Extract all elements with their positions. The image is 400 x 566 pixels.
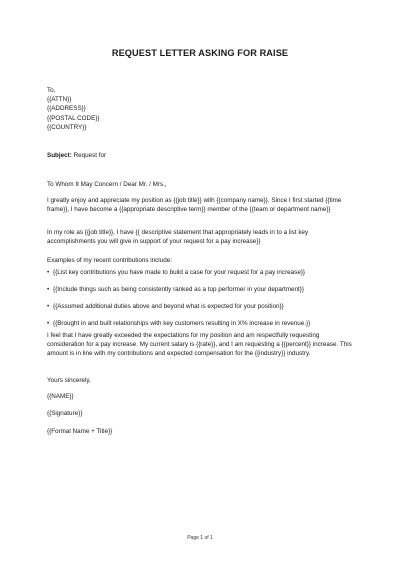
bullet-icon: •	[47, 303, 50, 310]
recipient-address	[47, 86, 357, 132]
subject-text: Request for	[71, 152, 107, 159]
document-title: REQUEST LETTER ASKING FOR RAISE	[111, 48, 289, 58]
paragraph-request: I feel that I have greatly exceeded the expectations for my position and am respectfully requesting consideration for a pay increase. My current salary is {{rate}}, and I am requesting a {{percent}} increase. This amount is in line with my contributions and expected compensation for the {{industry}} industry.	[47, 332, 352, 358]
list-item	[47, 319, 310, 328]
address-postal-code: {{POSTAL CODE}}	[47, 114, 100, 122]
paragraph-intro: I greatly enjoy and appreciate my position as {{job title}} with {{company name}}. Since I first started {{time frame}}, I have become a {{appropriate descriptive term}} member of the {{team or department name}}	[47, 197, 342, 214]
sender-name: {{NAME}}	[47, 393, 74, 400]
page-footer: Page 1 of 1	[187, 535, 213, 541]
subject-label: Subject:	[47, 152, 72, 159]
sender-formal-name: {{Formal Name + Title}}	[47, 428, 113, 435]
list-item	[47, 285, 304, 294]
sender-signature: {{Signature}}	[47, 410, 83, 417]
examples-intro: Examples of my recent contributions include:	[47, 257, 172, 264]
list-item	[47, 302, 284, 311]
list-item-text: {{Include things such as being consistently ranked as a top performer in your department}}	[53, 286, 304, 293]
address-to: To,	[47, 87, 56, 94]
address-country: {{COUNTRY}}	[47, 123, 87, 131]
bullet-icon: •	[47, 286, 50, 293]
bullet-icon: •	[47, 269, 50, 276]
bullet-icon: •	[47, 320, 50, 327]
address-attn: {{ATTN}}	[47, 96, 72, 104]
subject-line	[47, 151, 357, 160]
list-item	[47, 268, 305, 277]
list-item-text: {{Assumed additional duties above and beyond what is expected for your position}}	[53, 303, 284, 310]
paragraph-role: In my role as {{job title}}, I have {{ descriptive statement that appropriately leads in to a list key accomplishments you will give in support of your request for a pay increase}}	[47, 229, 309, 246]
list-item-text: {{Brought in and built relationships with key customers resulting in X% increase in revenue.}}	[53, 320, 311, 327]
greeting: To Whom It May Concern / Dear Mr. / Mrs.,	[47, 181, 167, 188]
closing: Yours sincerely,	[47, 377, 91, 384]
list-item-text: {{List key contributions you have made to build a case for your request for a pay increase}}	[53, 269, 306, 276]
address-line: {{ADDRESS}}	[47, 105, 86, 113]
